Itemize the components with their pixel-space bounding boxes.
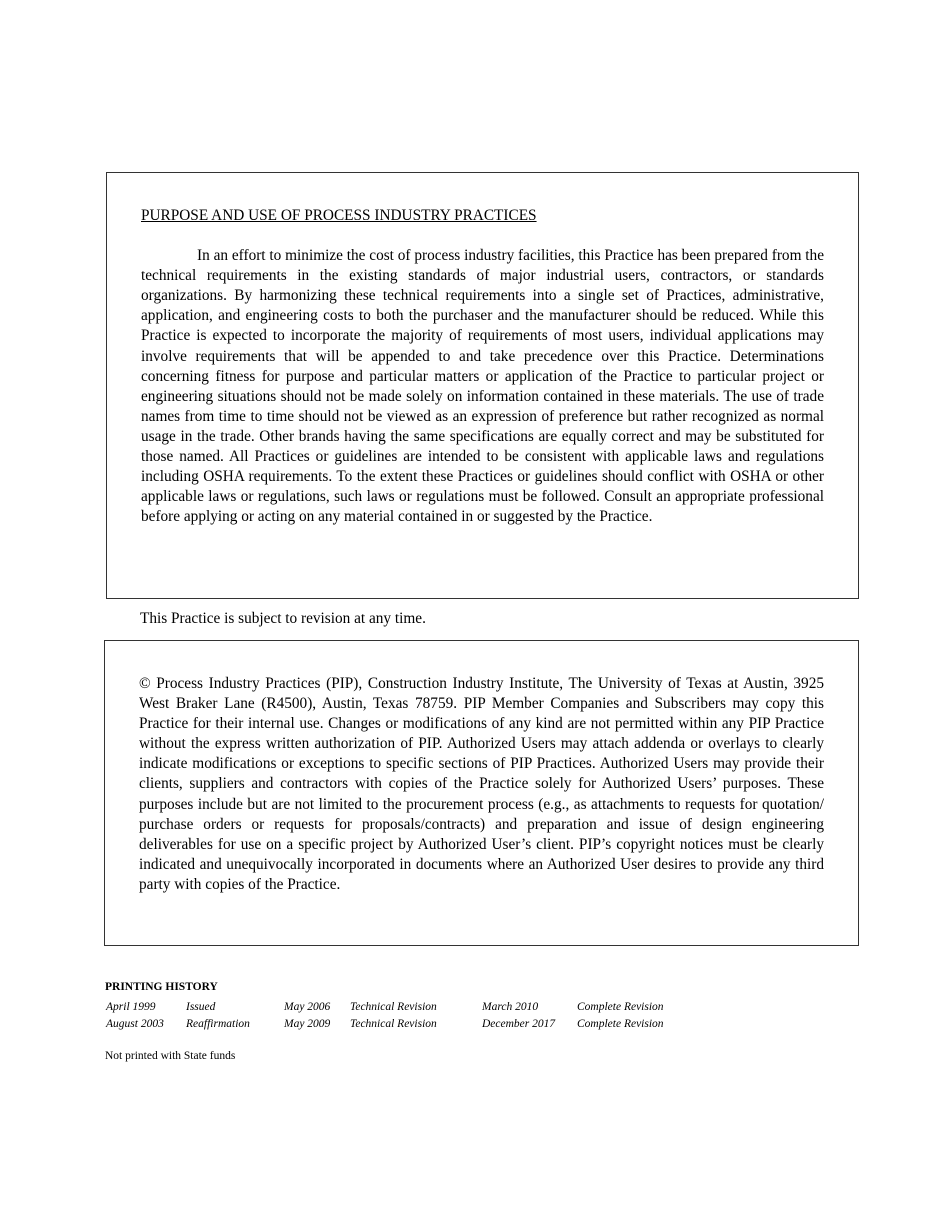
history-action: Complete Revision [577,1018,664,1030]
printing-history-title: PRINTING HISTORY [105,981,218,993]
printing-history-row [105,999,725,1016]
purpose-paragraph: In an effort to minimize the cost of process industry facilities, this Practice has been prepared from the technical requirements in the existing standards of major industrial users, contractors, or standards organizations. By harmonizing these technical requirements into a single set of Practices, administrative, application, and engineering costs to both the purchaser and the manufacturer should be reduced. While this Practice is expected to incorporate the majority of requirements of most users, individual applications may involve requirements that will be appended to and take precedence over this Practice. Determinations concerning fitness for purpose and particular matters or application of the Practice to particular project or engineering situations should not be made solely on information contained in these materials. The use of trade names from time to time should not be viewed as an expression of preference but rather recognized as normal usage in the trade. Other brands having the same specifications are equally correct and may be substituted for those named. All Practices or guidelines are intended to be consistent with applicable laws and regulations including OSHA requirements. To the extent these Practices or guidelines should conflict with OSHA or other applicable laws or regulations, such laws or regulations must be followed. Consult an appropriate professional before applying or acting on any material contained in or suggested by the Practice. [141,247,824,526]
history-date: December 2017 [482,1018,556,1030]
history-action: Technical Revision [350,1018,437,1030]
revision-note: This Practice is subject to revision at any time. [140,610,426,627]
history-action: Reaffirmation [186,1018,250,1030]
printing-history [105,979,725,1033]
purpose-content [141,206,824,527]
copyright-content [139,674,824,895]
printing-history-row [105,1016,725,1033]
history-action: Complete Revision [577,1001,664,1013]
history-date: March 2010 [482,1001,539,1013]
history-date: May 2006 [284,1001,331,1013]
history-date: May 2009 [284,1018,331,1030]
history-date: August 2003 [106,1018,164,1030]
purpose-heading: PURPOSE AND USE OF PROCESS INDUSTRY PRACTICES [141,207,537,224]
history-action: Technical Revision [350,1001,437,1013]
copyright-box [104,640,859,946]
history-action: Issued [186,1001,216,1013]
state-funds-note: Not printed with State funds [105,1050,236,1062]
purpose-box [106,172,859,599]
copyright-paragraph: © Process Industry Practices (PIP), Construction Industry Institute, The University of Texas at Austin, 3925 West Braker Lane (R4500), Austin, Texas 78759. PIP Member Companies and Subscribers may copy this Practice for their internal use. Changes or modifications of any kind are not permitted within any PIP Practice without the express written authorization of PIP. Authorized Users may attach addenda or overlays to clearly indicate modifications or exceptions to specific sections of PIP Practices. Authorized Users may provide their clients, suppliers and contractors with copies of the Practice solely for Authorized Users’ purposes. These purposes include but are not limited to the procurement process (e.g., as attachments to requests for quotation/ purchase orders or requests for proposals/contracts) and preparation and issue of design engineering deliverables for use on a specific project by Authorized User’s client. PIP’s copyright notices must be clearly indicated and unequivocally incorporated in documents where an Authorized User desires to provide any third party with copies of the Practice. [139,675,824,893]
history-date: April 1999 [106,1001,156,1013]
